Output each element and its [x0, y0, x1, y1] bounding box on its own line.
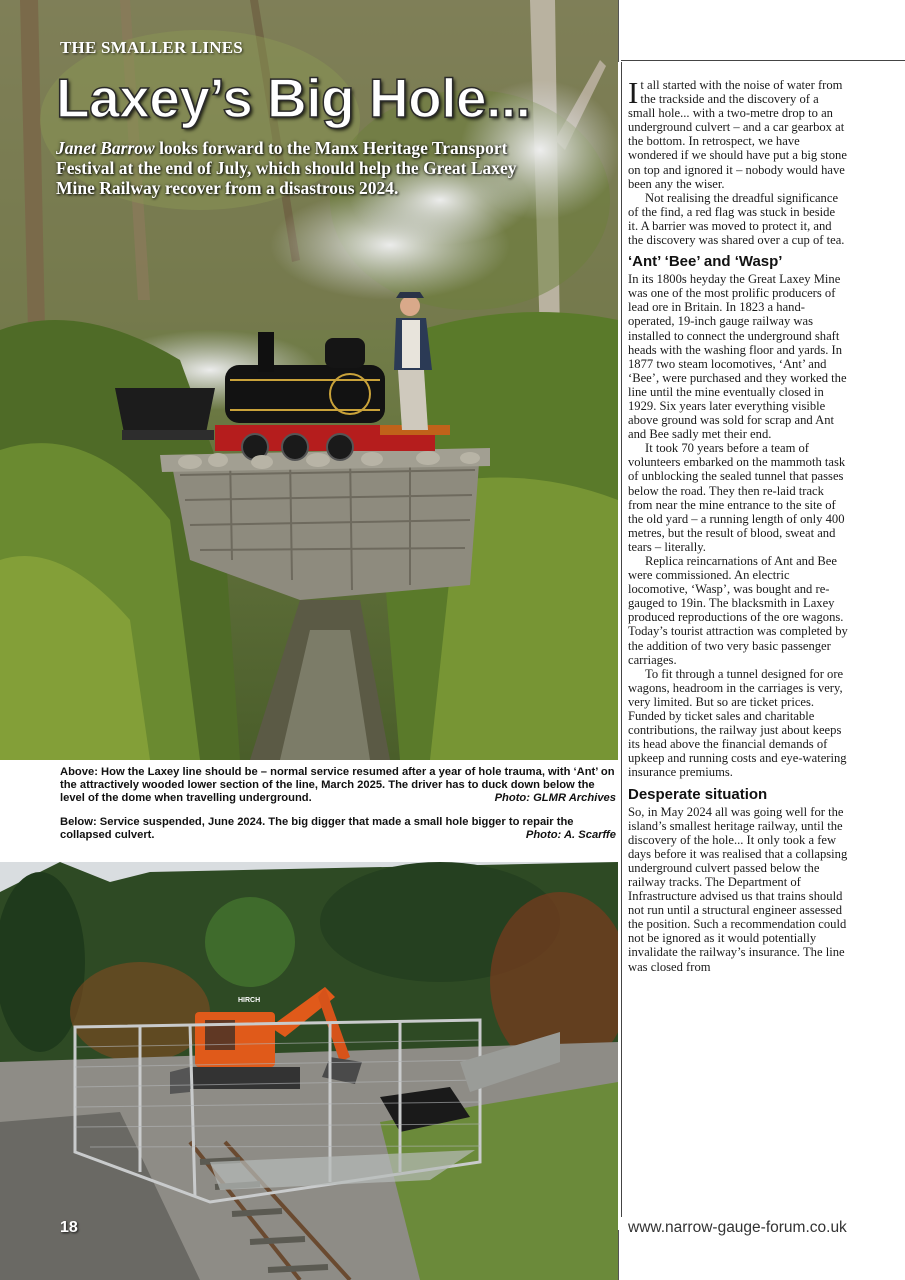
photo-digger	[0, 862, 618, 1280]
digger-illustration	[0, 862, 618, 1280]
column-divider-top	[618, 0, 619, 62]
paragraph-intro: It all started with the noise of water from the trackside and the discovery of a small hole... with a two-metre drop to an underground culvert – and a car gearbox at the bottom. In retrospect, we have wondered if we should have put a big stone on top and ignored it – nobody would have been any the wiser.	[628, 75, 847, 191]
footer-url: www.narrow-gauge-forum.co.uk	[628, 1219, 847, 1236]
article-headline: Laxey’s Big Hole...	[56, 67, 531, 129]
paragraph: So, in May 2024 all was going well for the island’s smallest heritage railway, until the discovery of the hole... It only took a few days before it was realised that a collapsing underground culvert passed below the railway tracks. The Department of Infrastructure advised us that trains should not run until a structural engineer assessed the position. Such a recommendation could not be ignored as it would potentially invalidate the railway’s insurance. The line was closed from	[628, 804, 848, 974]
standfirst	[56, 138, 526, 198]
paragraph: In its 1800s heyday the Great Laxey Mine was one of the most prolific producers of lead ore in Britain. In 1823 a hand-operated, 19-inch gauge railway was installed to connect the underground shaft heads with the washing floor and yards. In 1877 two steam locomotives, ‘Ant’ and ‘Bee’, were purchased and they worked the line until the mine eventually closed in 1929. Six years later everything visible above ground was sold for scrap and Ant and Bee sadly met their end.	[628, 272, 847, 442]
paragraph: Replica reincarnations of Ant and Bee were commissioned. An electric locomotive, ‘Wasp’, was bought and re-gauged to 19in. The blacksmith in Laxey produced reproductions of the ore wagons. Today’s tourist attraction was completed by the addition of two very basic passenger carriages.	[628, 554, 848, 667]
page-number: 18	[60, 1219, 78, 1236]
caption-above-credit: Photo: GLMR Archives	[494, 792, 616, 805]
column-divider-bottom	[618, 1230, 619, 1280]
subheading-desperate-situation: Desperate situation	[628, 785, 768, 803]
caption-below-text: Below: Service suspended, June 2024. The big digger that made a small hole bigger to repair the collapsed culvert.	[60, 815, 574, 841]
column-divider	[621, 62, 622, 1217]
subheading-ant-bee-wasp: ‘Ant’ ‘Bee’ and ‘Wasp’	[628, 253, 783, 271]
paragraph: It took 70 years before a team of volunteers embarked on the mammoth task of unblocking the sealed tunnel that passes below the road. They then re-laid track from near the mine entrance to the site of the old yard – a running length of only 400 metres, but the result of blood, sweat and tears – literally.	[628, 441, 846, 554]
paragraph: Not realising the dreadful significance of the find, a red flag was stuck in beside it. A barrier was moved to protect it, and the discovery was shared over a cup of tea.	[628, 190, 845, 248]
digger-brand-label: HIRCH	[238, 997, 261, 1004]
paragraph: To fit through a tunnel designed for ore wagons, headroom in the carriages is very, very limited. But so are ticket prices. Funded by ticket sales and charitable contributions, the railway just about keeps its head above the financial demands of upkeep and running costs and eye-watering insurance premiums.	[628, 666, 847, 780]
caption-above-text: Above: How the Laxey line should be – normal service resumed after a year of hole trauma, with ‘Ant’ on the attractively wooded lower section of the line, March 2025. The driver has to duck down below the level of the dome when travelling underground.	[60, 766, 615, 805]
header-rule	[621, 60, 905, 61]
caption-below	[60, 816, 616, 842]
caption-below-credit: Photo: A. Scarffe	[525, 828, 616, 841]
photo-captions	[60, 766, 616, 852]
standfirst-text: looks forward to the Manx Heritage Transport Festival at the end of July, which should help the Great Laxey Mine Railway recover from a disastrous 2024.	[56, 138, 517, 198]
caption-above	[60, 766, 616, 806]
author-name: Janet Barrow	[56, 138, 155, 158]
drop-cap: I	[628, 75, 639, 110]
section-kicker: THE SMALLER LINES	[60, 38, 243, 57]
article-body	[628, 75, 848, 974]
